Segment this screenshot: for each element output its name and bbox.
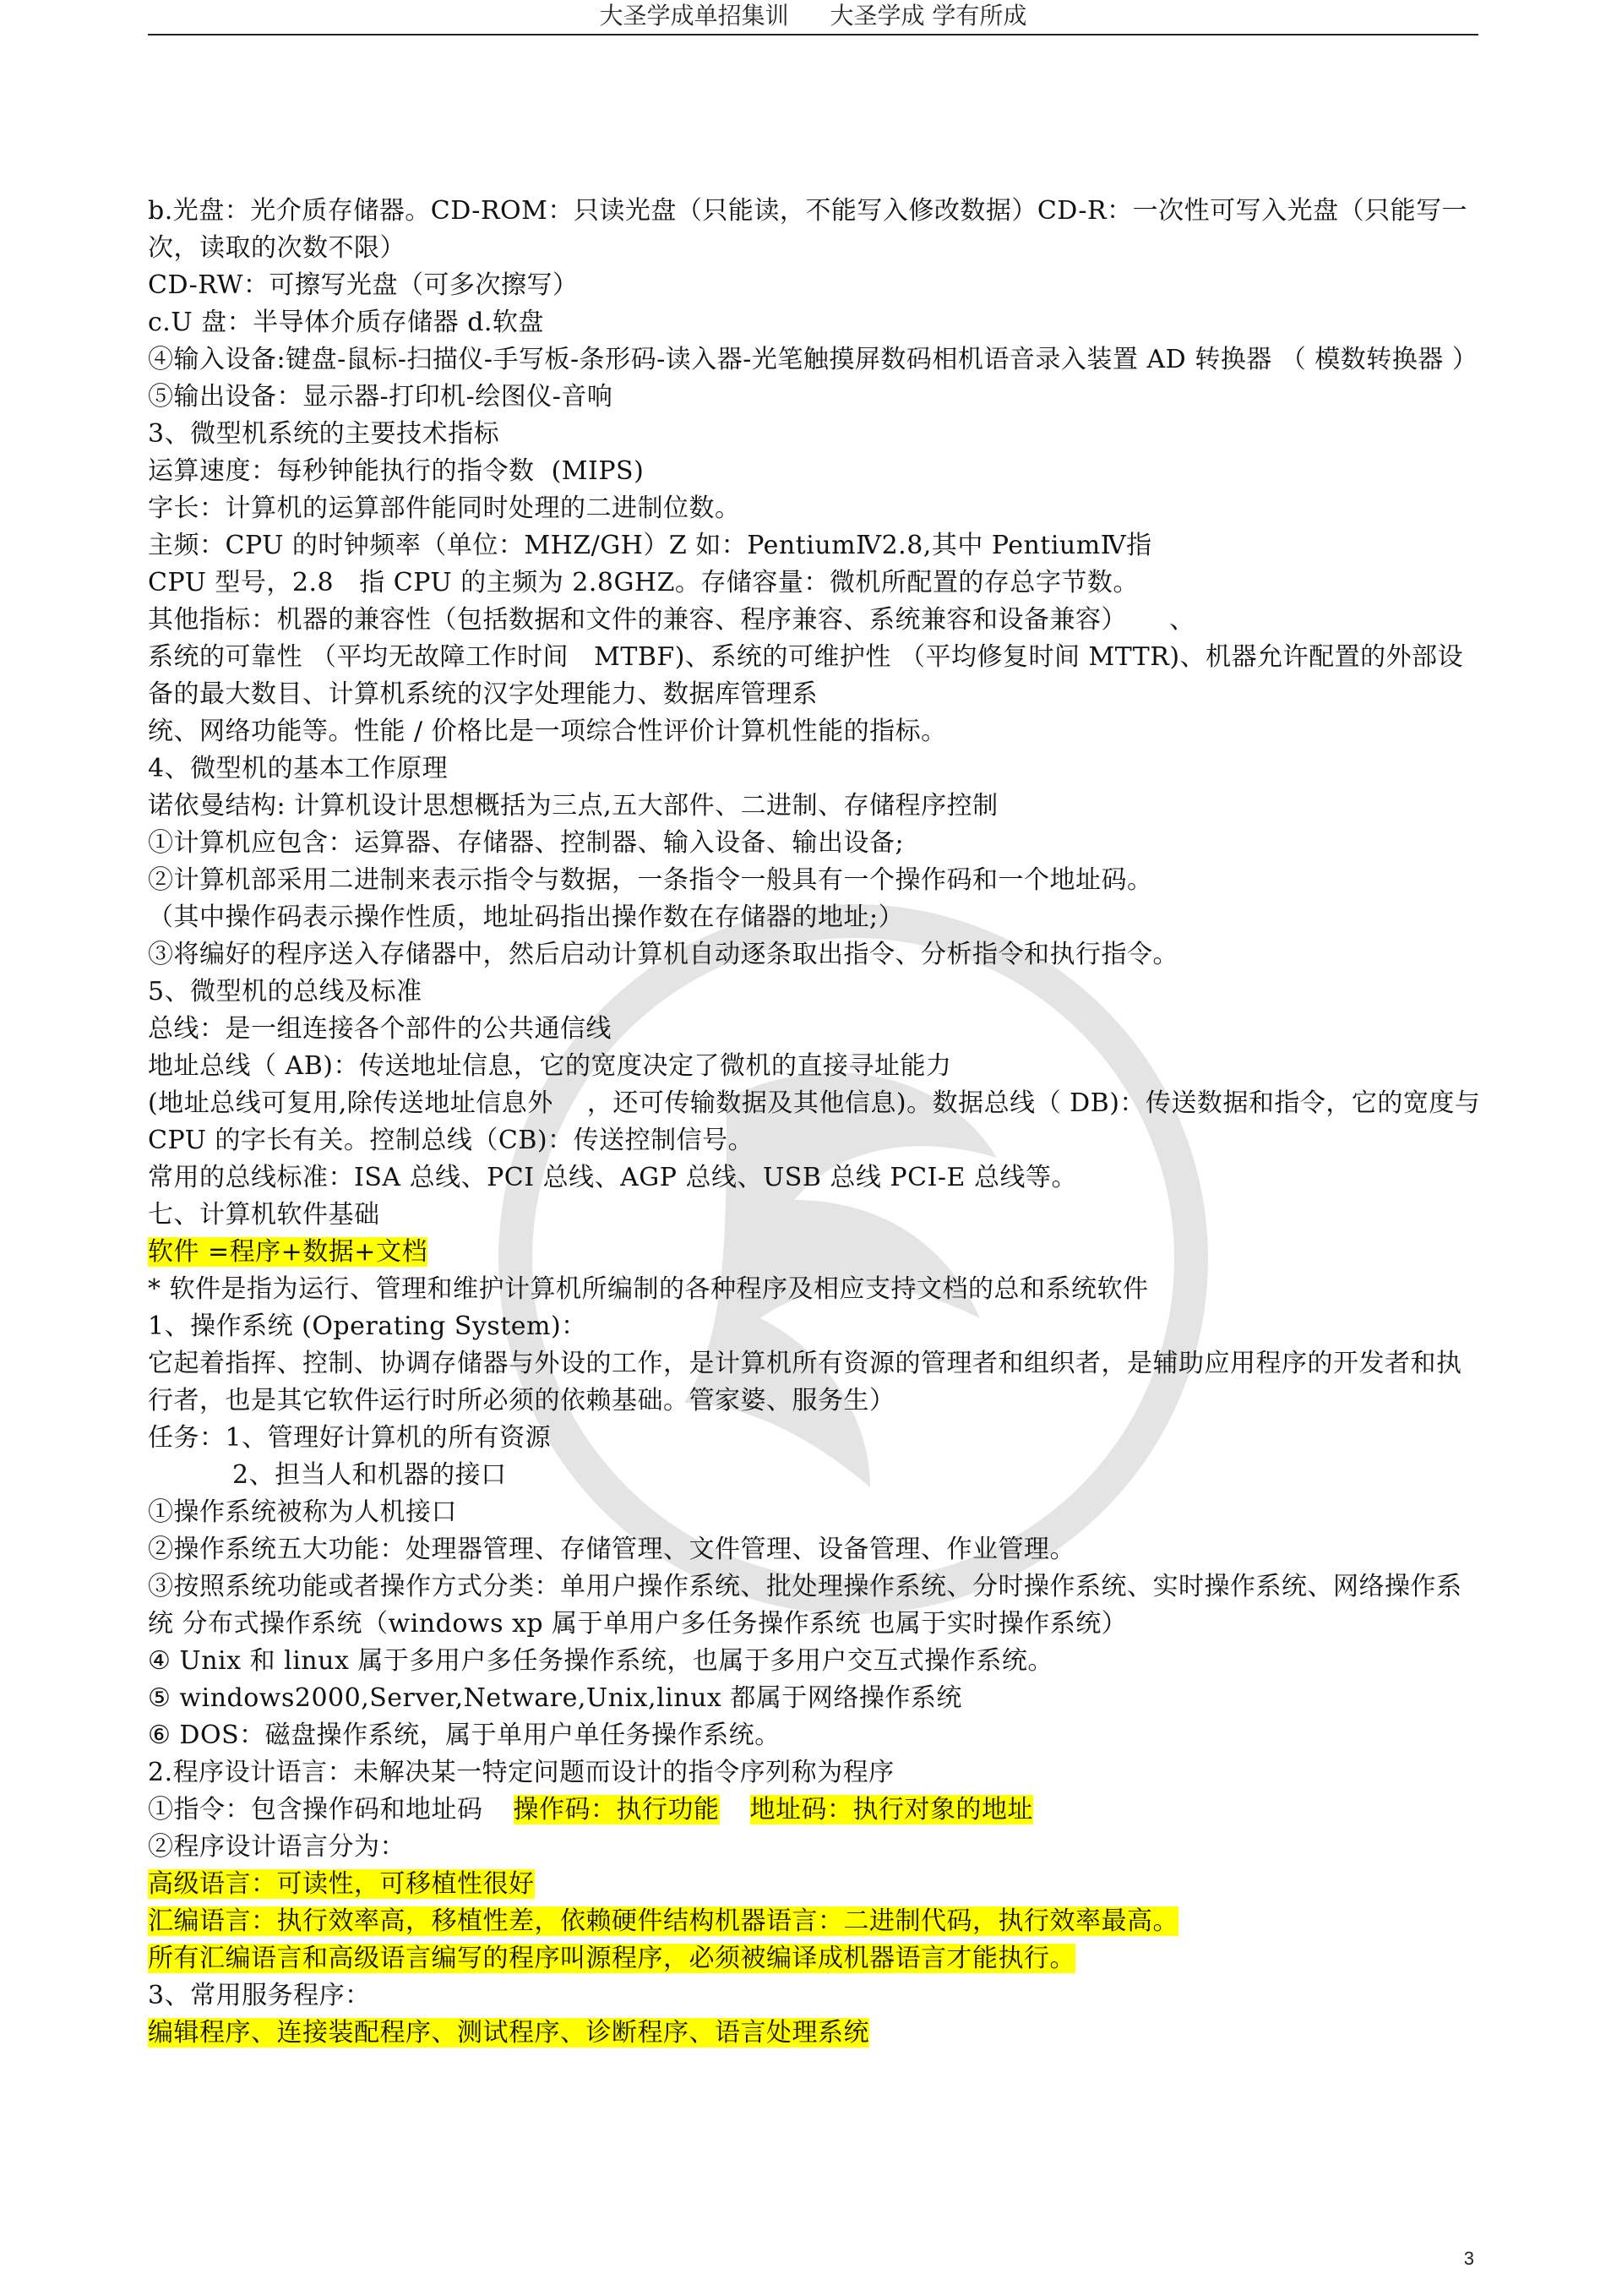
text-line: 运算速度：每秒钟能执行的指令数 (MIPS): [148, 456, 645, 486]
highlighted-line: [148, 2015, 1483, 2052]
page-header: [148, 0, 1478, 35]
software-formula-line: [148, 1234, 1483, 1271]
text-line: c.U 盘：半导体介质存储器 d.软盘: [148, 308, 544, 337]
text-line: CPU 型号，2.8 指 CPU 的主频为 2.8GHZ。存储容量：微机所配置的存总字节数。: [148, 568, 1139, 597]
text-line: ③按照系统功能或者操作方式分类：单用户操作系统、批处理操作系统、分时操作系统、实时操作系统、网络操作系统 分布式操作系统（windows xp 属于单用户多任务操作系统 也属于实时操作系统）: [148, 1572, 1462, 1639]
text-line: b.光盘：光介质存储器。CD-ROM：只读光盘（只能读，不能写入修改数据）CD-R：一次性可写入光盘（只能写一次，读取的次数不限）: [148, 196, 1468, 263]
section-heading: 3、常用服务程序：: [148, 1981, 371, 2010]
text-line: CD-RW：可擦写光盘（可多次擦写）: [148, 270, 579, 300]
header-right-text: 大圣学成 学有所成: [830, 2, 1027, 30]
text-line: 总线：是一组连接各个部件的公共通信线: [148, 1014, 612, 1044]
text-line: ④输入设备:键盘-鼠标-扫描仪-手写板-条形码-读入器-光笔触摸屏数码相机语音录入装置 AD 转换器 （ 模数转换器 ）: [148, 345, 1478, 374]
text-line: * 软件是指为运行、管理和维护计算机所编制的各种程序及相应支持文档的总和系统软件: [148, 1274, 1149, 1304]
text-line: 系统的可靠性 （平均无故障工作时间 MTBF)、系统的可维护性 （平均修复时间 MTTR)、机器允许配置的外部设备的最大数目、计算机系统的汉字处理能力、数据库管理系: [148, 642, 1464, 709]
high-level-language: 高级语言：可读性，可移植性很好: [148, 1869, 535, 1899]
chapter-heading: 七、计算机软件基础: [148, 1200, 380, 1230]
text-line: (地址总线可复用,除传送地址信息外 ，还可传输数据及其他信息)。数据总线（ DB)：传送数据和指令，它的宽度与 CPU 的字长有关。控制总线（CB)：传送控制信号。: [148, 1088, 1489, 1155]
opcode-highlight: 操作码：执行功能: [513, 1795, 720, 1824]
text-line: ③将编好的程序送入存储器中，然后启动计算机自动逐条取出指令、分析指令和执行指令。: [148, 940, 1178, 969]
text-line: 字长：计算机的运算部件能同时处理的二进制位数。: [148, 494, 741, 523]
section-heading: 1、操作系统 (Operating System)：: [148, 1312, 587, 1341]
section-heading: 3、微型机系统的主要技术指标: [148, 419, 500, 449]
address-highlight: 地址码：执行对象的地址: [749, 1795, 1033, 1824]
software-formula: 软件 =程序+数据+文档: [148, 1237, 427, 1267]
text-line: ⑤输出设备：显示器-打印机-绘图仪-音响: [148, 382, 613, 412]
text-line: ②程序设计语言分为：: [148, 1832, 406, 1862]
highlighted-line: [148, 1866, 1483, 1903]
text-line: 它起着指挥、控制、协调存储器与外设的工作，是计算机所有资源的管理者和组织者，是辅助应用程序的开发者和执行者，也是其它软件运行时所必须的依赖基础。管家婆、服务生）: [148, 1349, 1462, 1415]
text-line: 诺依曼结构: 计算机设计思想概括为三点,五大部件、二进制、存储程序控制: [148, 791, 999, 821]
text-line: ①计算机应包含：运算器、存储器、控制器、输入设备、输出设备;: [148, 828, 905, 858]
text-line: 任务：1、管理好计算机的所有资源: [148, 1423, 552, 1453]
header-left-text: 大圣学成单招集训: [599, 2, 789, 30]
page-number: 3: [1463, 2248, 1474, 2269]
section-heading: 4、微型机的基本工作原理: [148, 754, 449, 783]
text-line: 地址总线（ AB)：传送地址信息，它的宽度决定了微机的直接寻址能力: [148, 1051, 952, 1081]
text-line: 常用的总线标准：ISA 总线、PCI 总线、AGP 总线、USB 总线 PCI-E 总线等。: [148, 1163, 1077, 1192]
text-line: 统、网络功能等。性能 / 价格比是一项综合性评价计算机性能的指标。: [148, 717, 947, 746]
services-list: 编辑程序、连接装配程序、测试程序、诊断程序、语言处理系统: [148, 2018, 869, 2048]
text-line: ④ Unix 和 linux 属于多用户多任务操作系统，也属于多用户交互式操作系统。: [148, 1646, 1053, 1676]
source-program-note: 所有汇编语言和高级语言编写的程序叫源程序，必须被编译成机器语言才能执行。: [148, 1944, 1075, 1973]
section-heading: 5、微型机的总线及标准: [148, 977, 422, 1006]
instruction-prefix: ①指令：包含操作码和地址码: [148, 1795, 483, 1824]
text-line: ⑤ windows2000,Server,Netware,Unix,linux 都属于网络操作系统: [148, 1683, 962, 1713]
highlighted-line: [148, 1940, 1483, 1977]
text-line: 主频：CPU 的时钟频率（单位：MHZ/GH）Z 如：PentiumⅣ2.8,其中 PentiumⅣ指: [148, 531, 1152, 560]
text-line: （其中操作码表示操作性质，地址码指出操作数在存储器的地址;）: [148, 903, 905, 932]
text-line: ②计算机部采用二进制来表示指令与数据，一条指令一般具有一个操作码和一个地址码。: [148, 865, 1153, 895]
text-line: 其他指标：机器的兼容性（包括数据和文件的兼容、程序兼容、系统兼容和设备兼容） 、: [148, 605, 1195, 635]
highlighted-line: [148, 1903, 1483, 1940]
text-line: ②操作系统五大功能：处理器管理、存储管理、文件管理、设备管理、作业管理。: [148, 1535, 1075, 1564]
instruction-line: [148, 1792, 1483, 1829]
assembly-language: 汇编语言：执行效率高，移植性差，依赖硬件结构机器语言：二进制代码，执行效率最高。: [148, 1906, 1178, 1936]
document-body: [148, 193, 1489, 2052]
text-line: ①操作系统被称为人机接口: [148, 1497, 457, 1527]
text-line: ⑥ DOS：磁盘操作系统，属于单用户单任务操作系统。: [148, 1721, 781, 1750]
section-heading: 2.程序设计语言：未解决某一特定问题而设计的指令序列称为程序: [148, 1758, 895, 1787]
task-line: 2、担当人和机器的接口: [232, 1460, 507, 1490]
